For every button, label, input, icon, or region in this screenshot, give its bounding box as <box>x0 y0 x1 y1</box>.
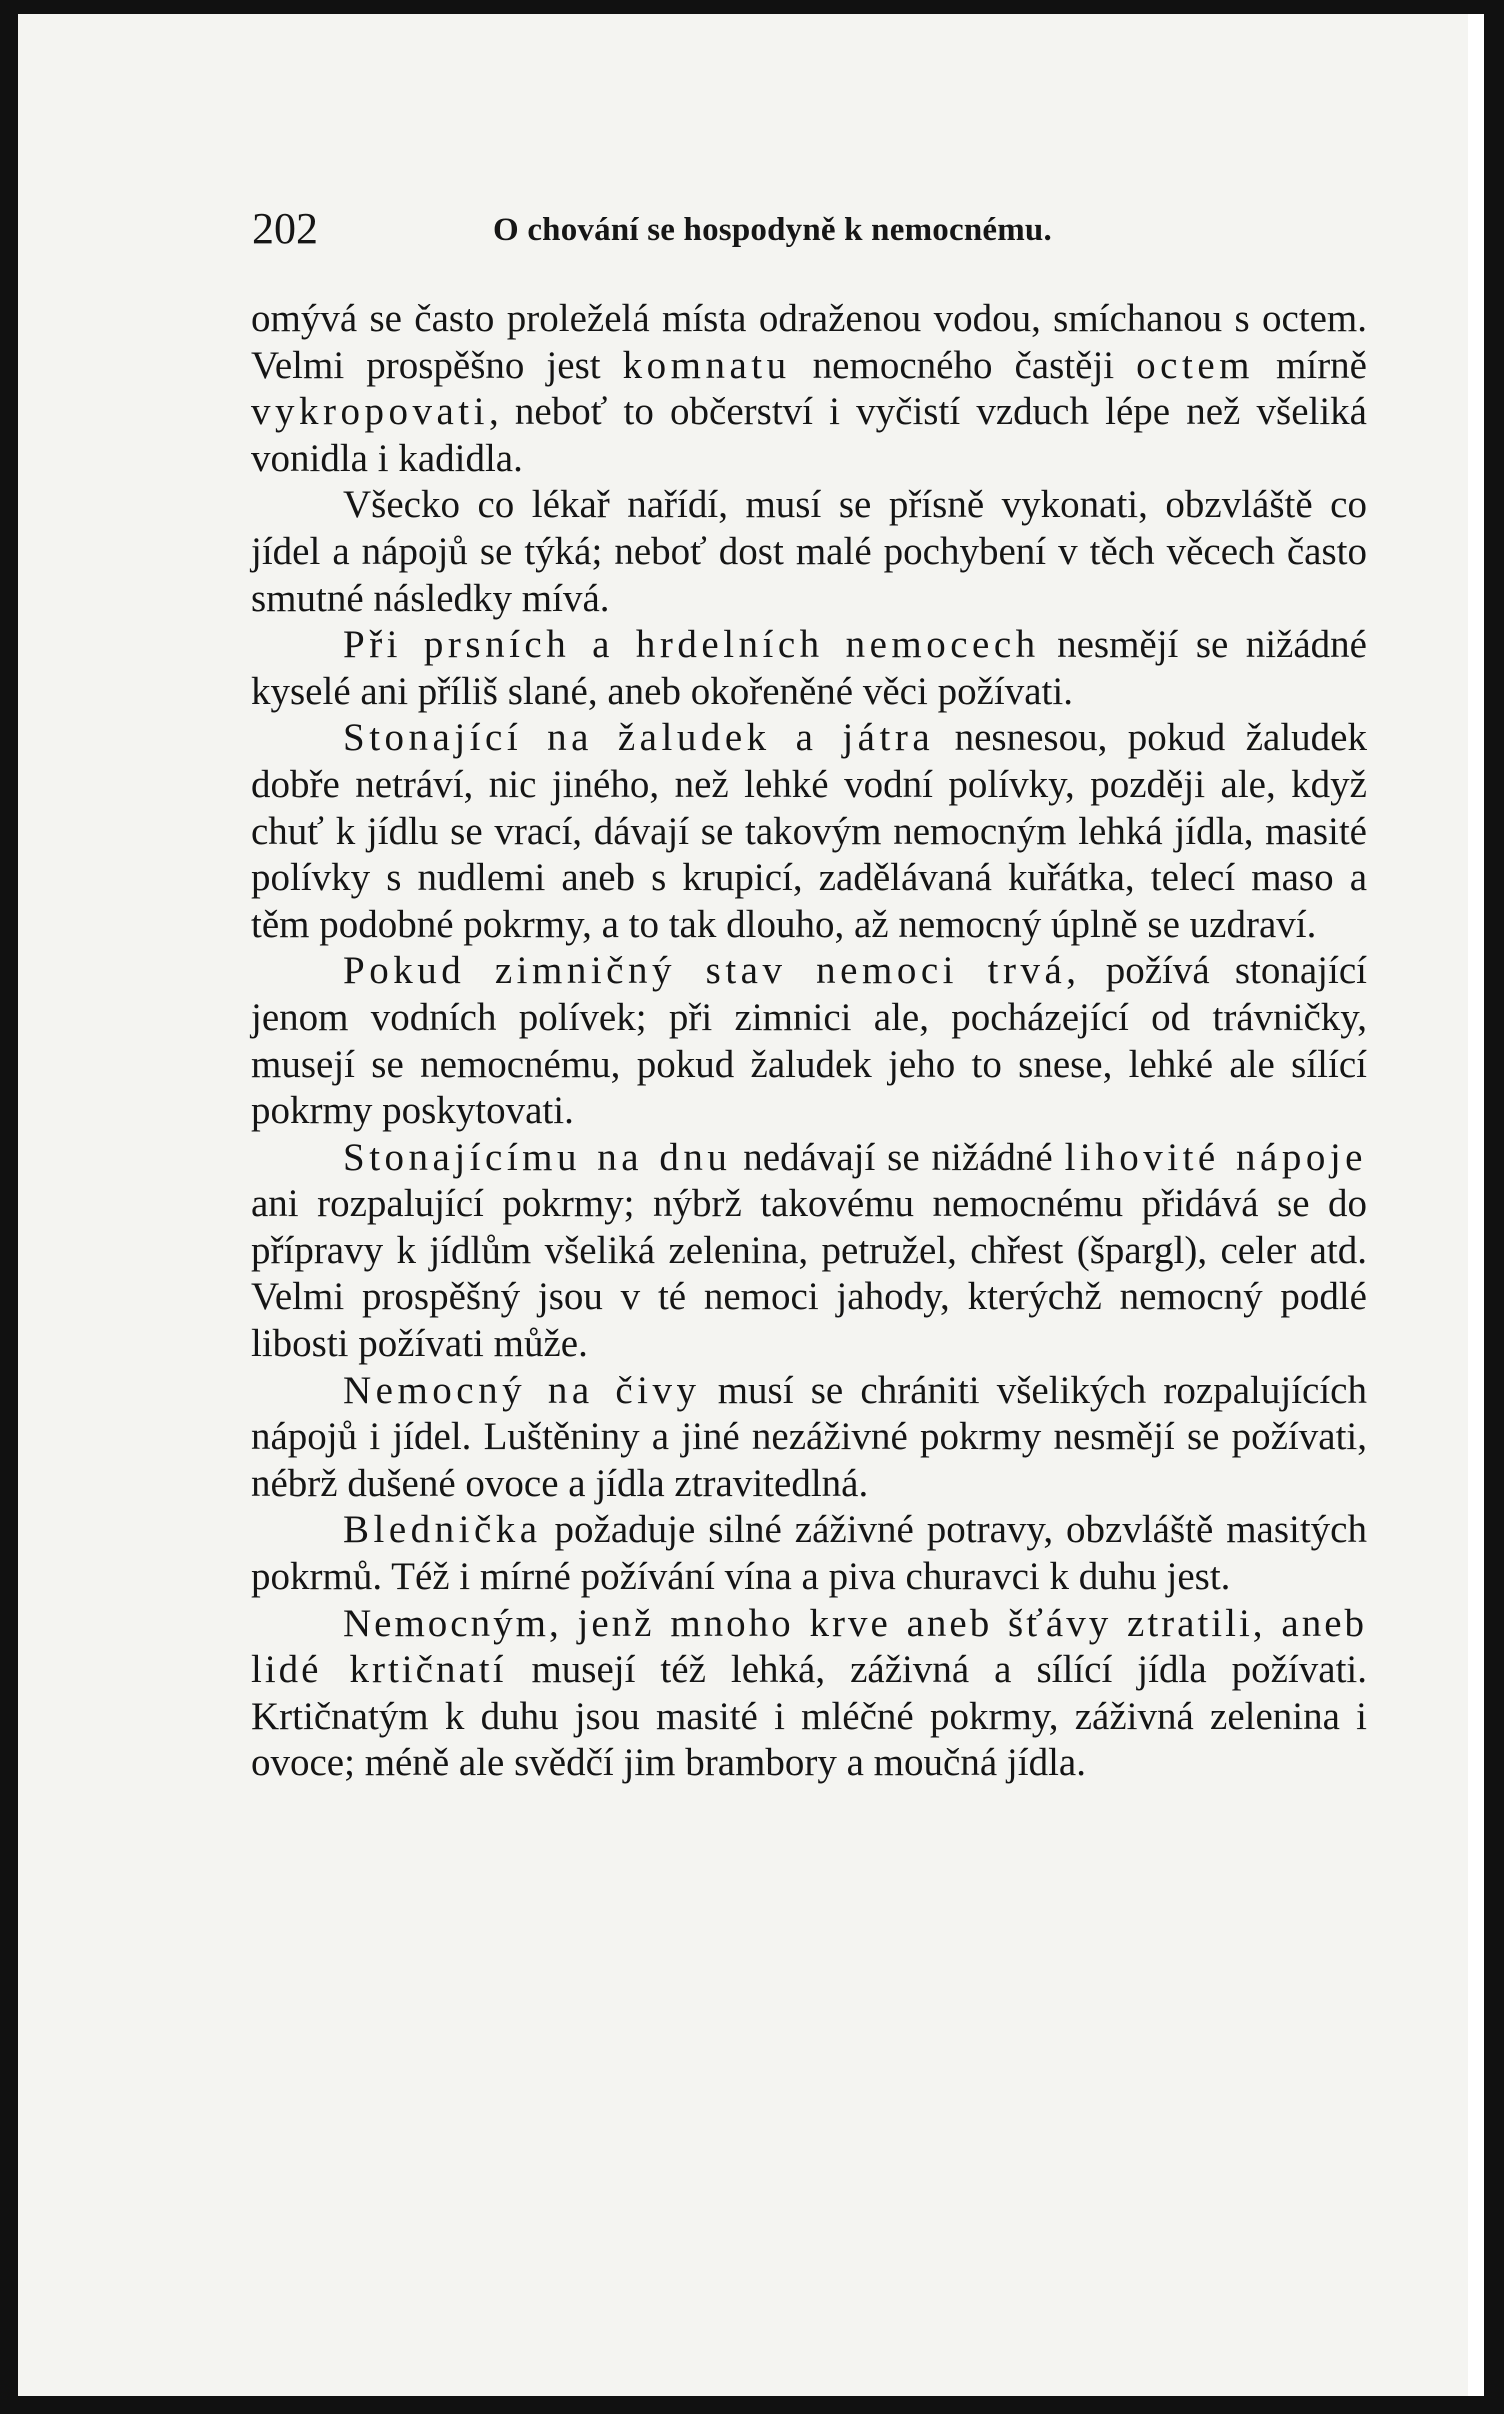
emphasis-dna: Stonajícímu na dnu <box>343 1135 732 1179</box>
paragraph-8-text: požaduje silné záživné potravy, obzvláště masitých pokrmů. Též i mírné požívání vína a piva churavci k duhu jest. <box>251 1508 1367 1599</box>
page-edge <box>1468 14 1484 2396</box>
page-number: 202 <box>252 204 318 253</box>
paragraph-9 <box>251 1601 1367 1787</box>
emphasis-vykropovati: vykropovati <box>251 390 489 434</box>
paragraph-2 <box>251 482 1367 622</box>
paragraph-1-text: nemocného častěji <box>790 343 1137 387</box>
paragraph-2-text: Všecko co lékař nařídí, musí se přísně vykonati, obzvláště co jídel a nápojů se týká; neboť dost malé pochybení v těch věcech často smutné následky mívá. <box>251 483 1367 620</box>
paragraph-5-text: požívá stonající jenom vodních polívek; při zimnici ale, pocházející od trávničky, musejí se nemocnému, pokud žaludek jeho to snese, lehké ale sílící pokrmy poskytovati. <box>251 949 1367 1133</box>
emphasis-civy: Nemocný na čivy <box>343 1368 701 1412</box>
paragraph-5 <box>251 948 1367 1134</box>
emphasis-zaludek-jatra: Stonající na žaludek a játra <box>343 716 935 760</box>
emphasis-prsni-nemoci: Při prsních a hrdelních nemocech <box>343 623 1040 667</box>
emphasis-zimnicny-stav: Pokud zimničný stav nemoci trvá, <box>343 949 1081 993</box>
emphasis-octem: octem <box>1136 343 1254 387</box>
paragraph-7 <box>251 1368 1367 1508</box>
paragraph-7-text: musí se chrániti všelikých rozpalujících nápojů i jídel. Luštěniny a jiné nezáživné pokrmy nesmějí se požívati, nébrž dušené ovoce a jídla ztravitedlná. <box>251 1368 1367 1505</box>
paragraph-3 <box>251 622 1367 715</box>
paragraph-1-text: omývá se často proleželá místa odraženou vodou, smíchanou s octem. Velmi prospěšno jest <box>251 297 1367 387</box>
emphasis-krve: Nemocným, jenž mnoho krve aneb šťávy ztratili, aneb lidé krtičnatí <box>251 1601 1367 1692</box>
paragraph-3-text: nesmějí se nižádné kyselé ani příliš slané, aneb okořeněné věci požívati. <box>251 623 1367 713</box>
paragraph-4-text: nesnesou, pokud žaludek dobře netráví, nic jiného, než lehké vodní polívky, později ale, když chuť k jídlu se vrací, dávají se takovým nemocným lehká jídla, masité polívky s nudlemi aneb s krupicí, zadělávaná kuřátka, telecí maso a těm podobné pokrmy, a to tak dlouho, až nemocný úplně se uzdraví. <box>251 716 1367 946</box>
emphasis-komnatu: komnatu <box>622 343 791 387</box>
paragraph-6-text: ani rozpalující pokrmy; nýbrž takovému nemocnému přidává se do přípravy k jídlům všeliká zelenina, petružel, chřest (špargl), celer atd. Velmi prospěšný jsou v té nemoci jahody, kterýchž nemocný podlé libosti požívati může. <box>251 1182 1367 1366</box>
paragraph-1-text: mírně <box>1253 343 1367 387</box>
running-head <box>234 194 1364 264</box>
paragraph-8 <box>251 1507 1367 1600</box>
paragraph-6-text: nedávají se nižádné <box>731 1135 1065 1179</box>
paragraph-9-text: musejí též lehká, záživná a sílící jídla požívati. Krtičnatým k duhu jsou masité i mléčné pokrmy, záživná zelenina i ovoce; méně ale svědčí jim brambory a moučná jídla. <box>251 1648 1367 1785</box>
scanned-page <box>18 14 1484 2396</box>
emphasis-bledni: Blednička <box>343 1508 542 1552</box>
paragraph-1 <box>251 296 1367 482</box>
emphasis-lihovite-napoje: lihovité nápoje <box>1064 1135 1367 1179</box>
paragraph-6 <box>251 1135 1367 1368</box>
body-text <box>251 296 1367 1787</box>
paragraph-1-text: , neboť to občerství i vyčistí vzduch lépe než všeliká vonidla i kadidla. <box>251 390 1367 480</box>
paragraph-4 <box>251 715 1367 948</box>
running-title: O chování se hospodyně k nemocnému. <box>493 212 1052 248</box>
